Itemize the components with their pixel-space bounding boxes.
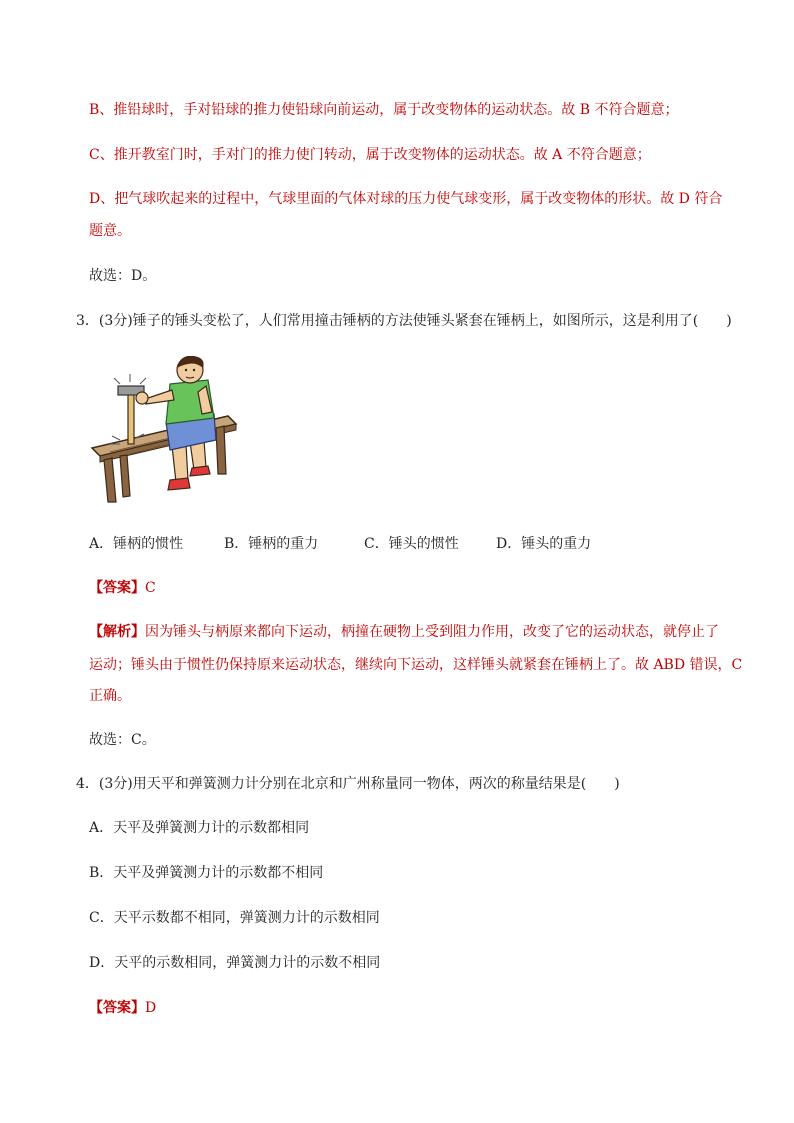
option-d: D．天平的示数相同，弹簧测力计的示数不相同 (89, 955, 381, 971)
answer-q4 (89, 998, 156, 1018)
option-b: B．锤柄的重力 (224, 536, 319, 552)
analysis-q3-line1 (89, 622, 719, 642)
option-c: C．天平示数都不相同，弹簧测力计的示数相同 (89, 910, 380, 926)
analysis-line-d2: 题意。 (89, 223, 131, 239)
answer-value: C (145, 580, 156, 596)
option-a: A．天平及弹簧测力计的示数都相同 (89, 820, 310, 836)
conclusion-q3: 故选：C。 (89, 732, 156, 748)
analysis-line-d1: D、把气球吹起来的过程中，气球里面的气体对球的压力使气球变形，属于改变物体的形状。故 D 符合 (89, 191, 723, 207)
hammer-figure-illustration (90, 356, 238, 504)
question-3-stem: 3．(3分)锤子的锤头变松了，人们常用撞击锤柄的方法使锤头紧套在锤柄上，如图所示，这是利用了( ) (76, 313, 732, 329)
option-c: C．锤头的惯性 (364, 536, 459, 552)
analysis-line-b: B、推铅球时，手对铅球的推力使铅球向前运动，属于改变物体的运动状态。故 B 不符合题意； (89, 102, 679, 118)
question-4-stem: 4．(3分)用天平和弹簧测力计分别在北京和广州称量同一物体，两次的称量结果是( ) (76, 776, 620, 792)
option-b: B．天平及弹簧测力计的示数都不相同 (89, 865, 324, 881)
answer-tag: 【答案】 (89, 1000, 145, 1016)
analysis-q3-line2: 运动；锤头由于惯性仍保持原来运动状态，继续向下运动，这样锤头就紧套在锤柄上了。故 ABD 错误，C (89, 657, 743, 673)
analysis-q3-line3: 正确。 (89, 688, 131, 704)
analysis-tag: 【解析】 (89, 624, 145, 640)
conclusion-q2: 故选：D。 (89, 268, 157, 284)
answer-q3 (89, 578, 156, 598)
option-d: D．锤头的重力 (496, 536, 592, 552)
analysis-text-1: 因为锤头与柄原来都向下运动，柄撞在硬物上受到阻力作用，改变了它的运动状态，就停止了 (145, 624, 719, 640)
answer-value: D (145, 1000, 157, 1016)
answer-tag: 【答案】 (89, 580, 145, 596)
analysis-line-c: C、推开教室门时，手对门的推力使门转动，属于改变物体的运动状态。故 A 不符合题意； (89, 147, 651, 163)
option-a: A．锤柄的惯性 (89, 536, 184, 552)
